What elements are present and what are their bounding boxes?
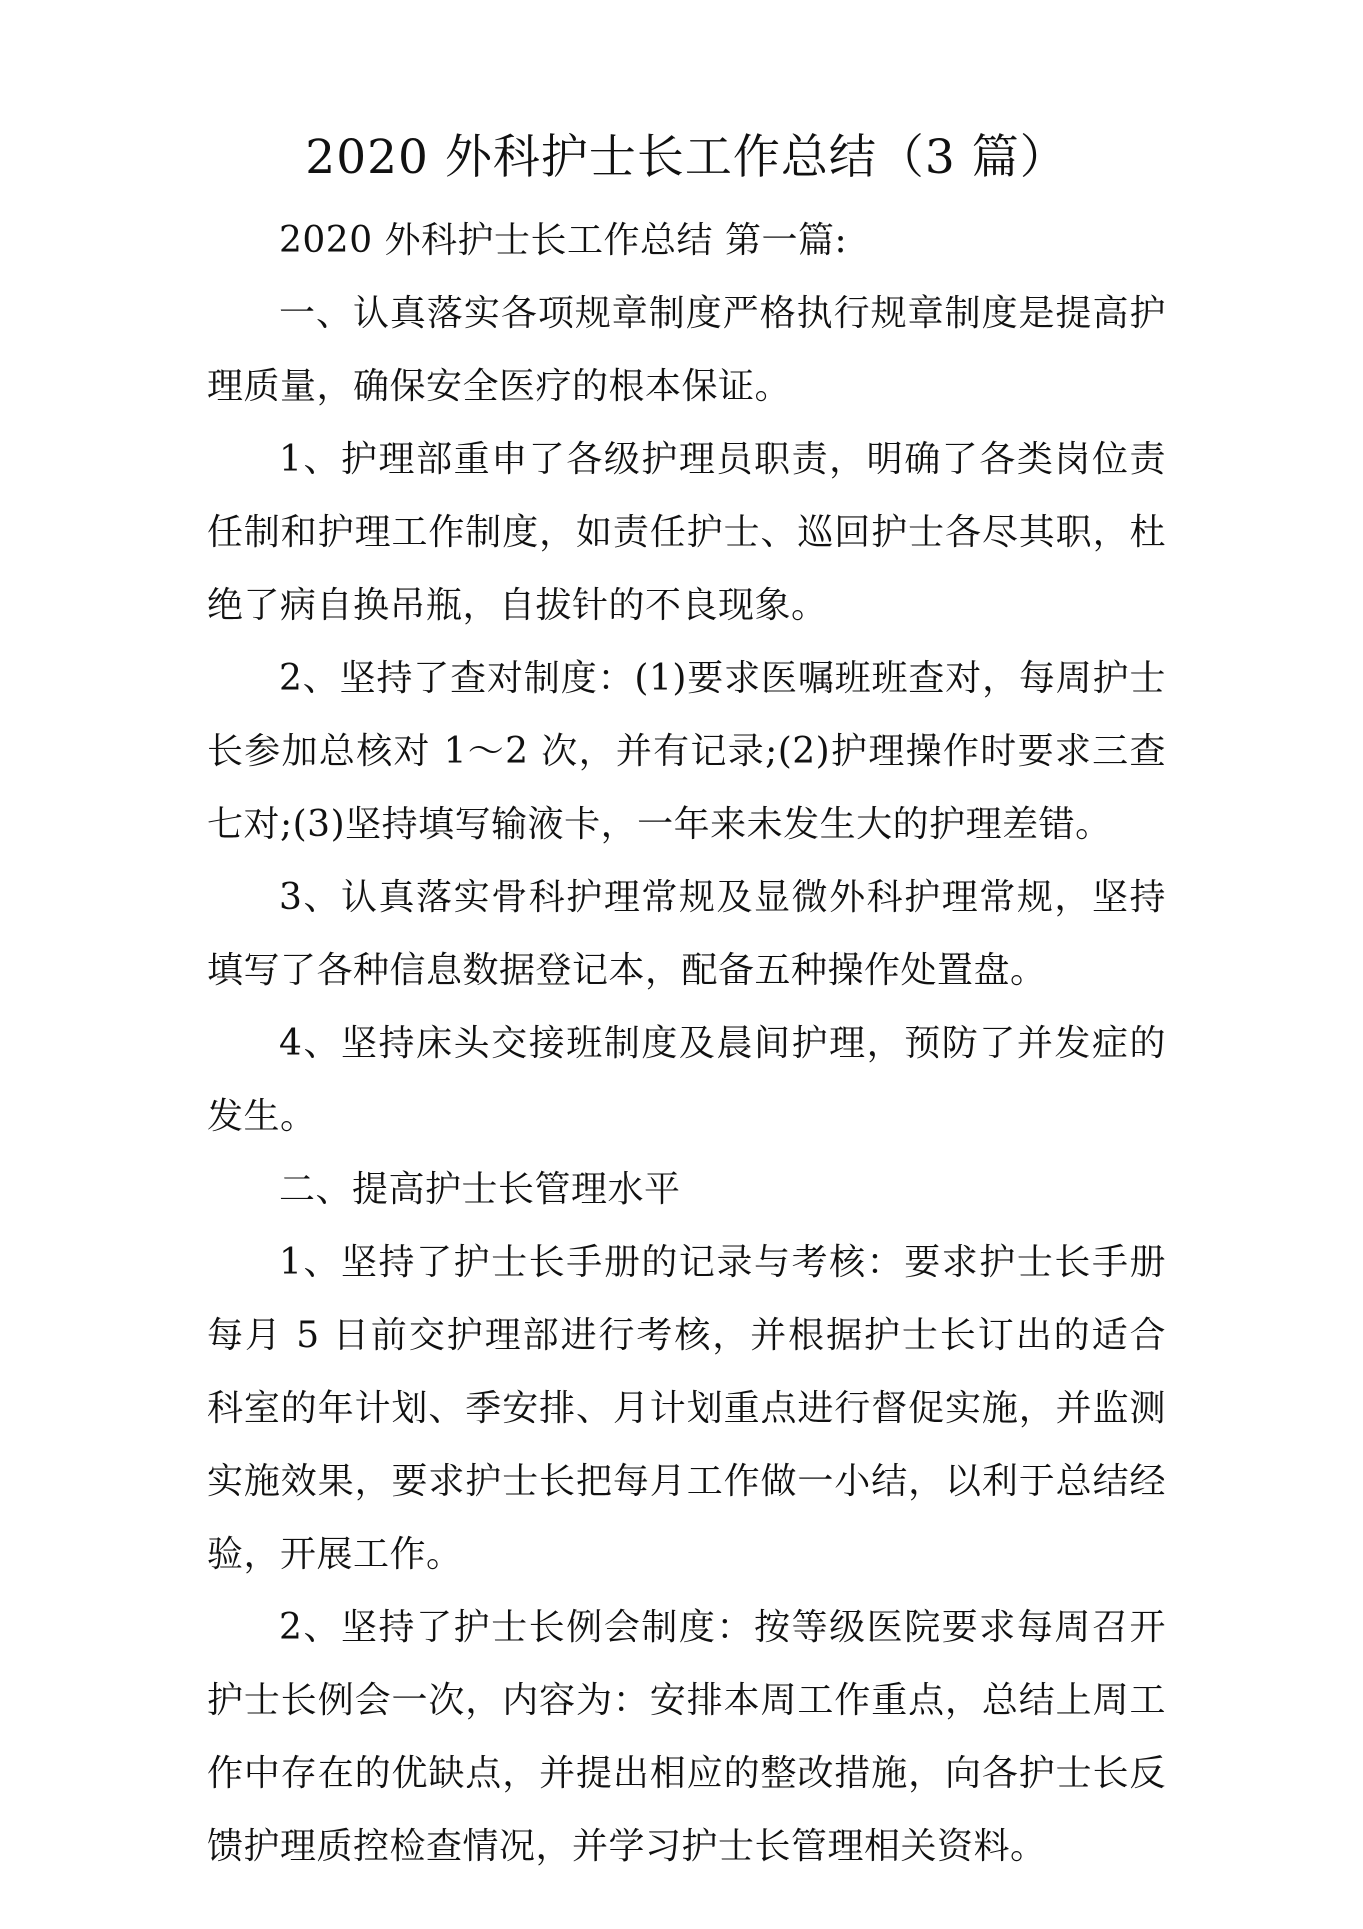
paragraph-item-3: 3、认真落实骨科护理常规及显微外科护理常规，坚持填写了各种信息数据登记本，配备五种操作处置盘。 — [207, 877, 1166, 991]
paragraph-part-two-item-1: 1、坚持了护士长手册的记录与考核：要求护士长手册每月 5 日前交护理部进行考核，并根据护士长订出的适合科室的年计划、季安排、月计划重点进行督促实施，并监测实施效果，要求护士长把每月工作做一小结，以利于总结经验，开展工作。 — [207, 1242, 1166, 1575]
paragraph-part-one-heading: 一、认真落实各项规章制度严格执行规章制度是提高护理质量，确保安全医疗的根本保证。 — [207, 293, 1166, 407]
paragraph-part-two-heading: 二、提高护士长管理水平 — [279, 1169, 681, 1210]
paragraph-section-heading: 2020 外科护士长工作总结 第一篇: — [279, 220, 848, 261]
document-body — [207, 204, 1166, 1883]
paragraph-part-two-item-2: 2、坚持了护士长例会制度：按等级医院要求每周召开护士长例会一次，内容为：安排本周工作重点，总结上周工作中存在的优缺点，并提出相应的整改措施，向各护士长反馈护理质控检查情况，并学习护士长管理相关资料。 — [207, 1607, 1166, 1867]
paragraph-item-4: 4、坚持床头交接班制度及晨间护理，预防了并发症的发生。 — [207, 1023, 1166, 1137]
document-title: 2020 外科护士长工作总结（3 篇） — [305, 130, 1068, 185]
paragraph-item-1: 1、护理部重申了各级护理员职责，明确了各类岗位责任制和护理工作制度，如责任护士、巡回护士各尽其职，杜绝了病自换吊瓶，自拔针的不良现象。 — [207, 439, 1166, 626]
paragraph-item-2: 2、坚持了查对制度：(1)要求医嘱班班查对，每周护士长参加总核对 1～2 次，并有记录;(2)护理操作时要求三查七对;(3)坚持填写输液卡，一年来未发生大的护理差错。 — [207, 658, 1166, 845]
